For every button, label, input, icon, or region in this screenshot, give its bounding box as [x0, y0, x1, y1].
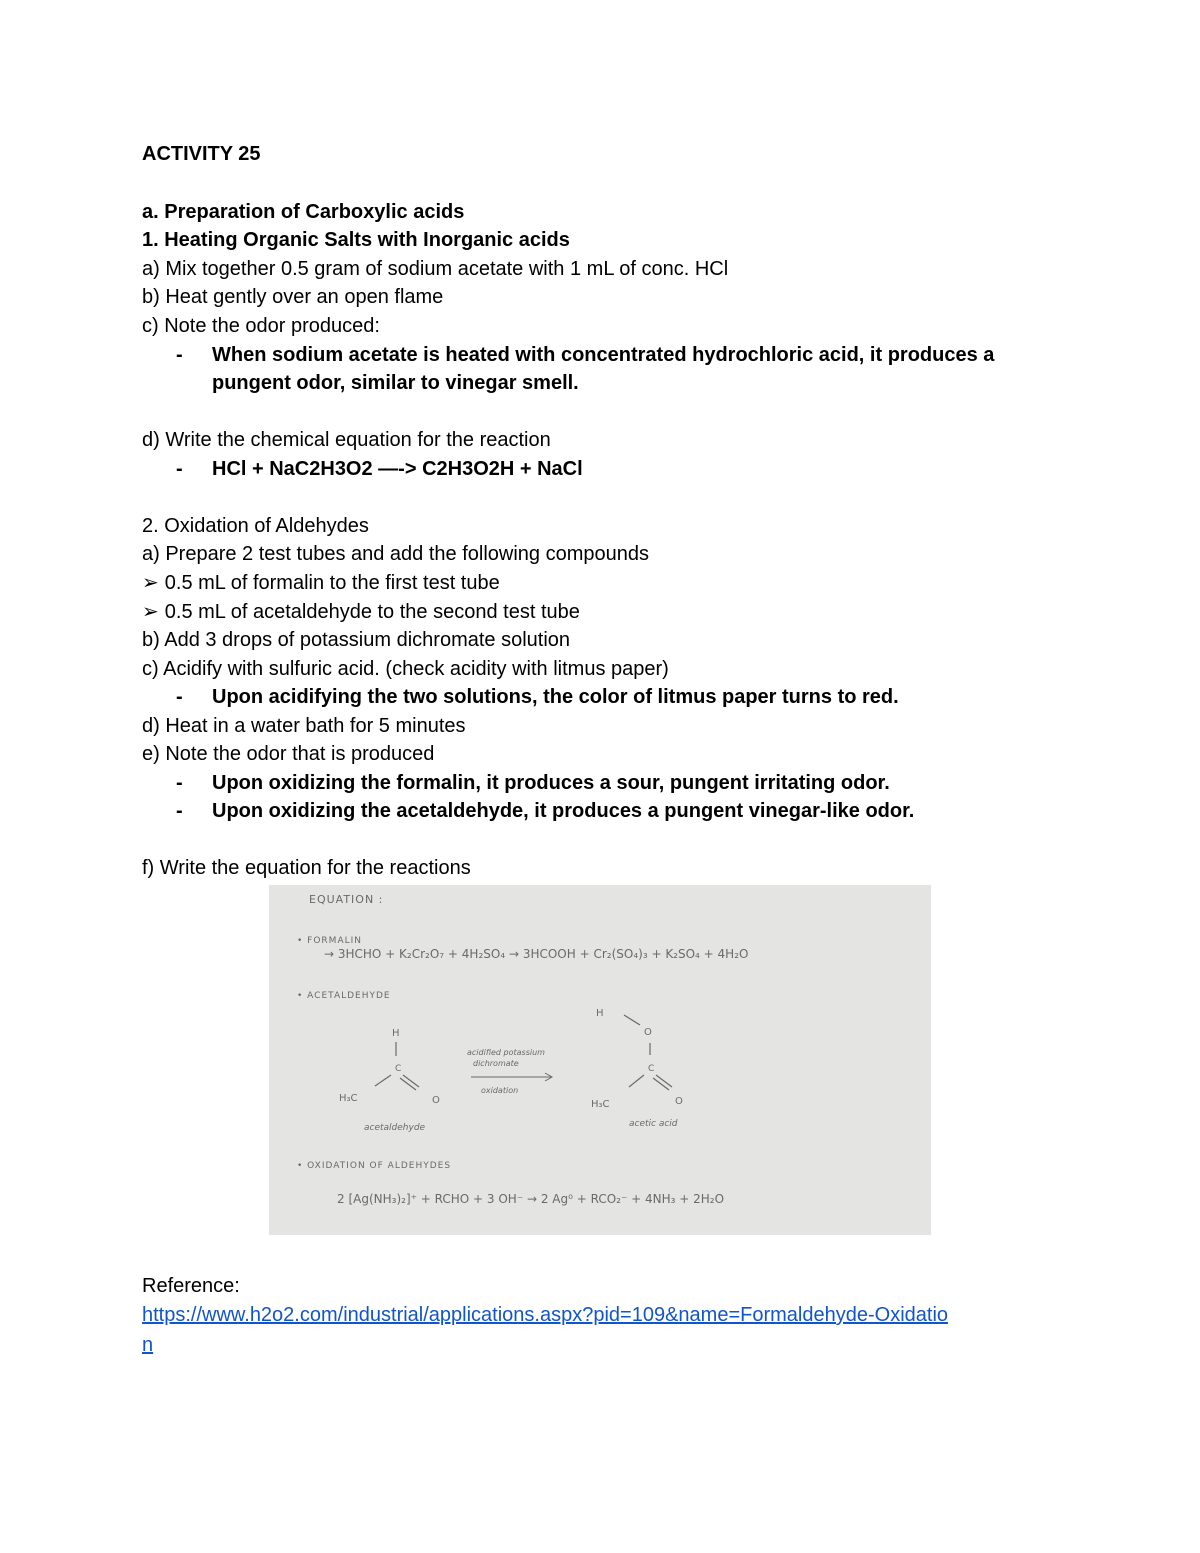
oxidation-of-aldehydes-label: • OXIDATION OF ALDEHYDES	[297, 1161, 452, 1171]
atom-o: O	[675, 1096, 683, 1107]
part2-step-e: e) Note the odor that is produced	[142, 743, 435, 765]
arrow-bullet-icon: ➢	[142, 572, 159, 594]
part2-step-c: c) Acidify with sulfuric acid. (check acidity with litmus paper)	[142, 658, 669, 680]
acetic-acid-name: acetic acid	[629, 1119, 678, 1129]
arrow-bullet-icon: ➢	[142, 601, 159, 623]
tollens-equation: 2 [Ag(NH₃)₂]⁺ + RCHO + 3 OH⁻ → 2 Ag⁰ + RCO₂⁻ + 4NH₃ + 2H₂O	[337, 1192, 725, 1206]
part2-step-f: f) Write the equation for the reactions	[142, 857, 471, 879]
group-h3c: H₃C	[591, 1099, 610, 1110]
part1-heading: 1. Heating Organic Salts with Inorganic acids	[142, 229, 570, 251]
atom-c: C	[395, 1064, 402, 1074]
part1-step-a: a) Mix together 0.5 gram of sodium acetate with 1 mL of conc. HCl	[142, 258, 729, 280]
answer-2c-text: Upon acidifying the two solutions, the color of litmus paper turns to red.	[212, 686, 899, 708]
formalin-equation: → 3HCHO + K₂Cr₂O₇ + 4H₂SO₄ → 3HCOOH + Cr₂(SO₄)₃ + K₂SO₄ + 4H₂O	[324, 947, 749, 961]
group-h3c: H₃C	[339, 1093, 358, 1104]
reference-link[interactable]: https://www.h2o2.com/industrial/applications.aspx?pid=109&name=Formaldehyde-Oxidatio	[142, 1304, 949, 1326]
atom-o: O	[644, 1027, 652, 1038]
bullet-dash: -	[176, 458, 183, 480]
bullet-dash: -	[176, 800, 183, 822]
answer-c-line1: When sodium acetate is heated with concentrated hydrochloric acid, it produces a	[212, 344, 995, 366]
bullet-dash: -	[176, 686, 183, 708]
handwritten-equation-photo	[269, 885, 931, 1235]
part1-step-d: d) Write the chemical equation for the reaction	[142, 429, 551, 451]
activity-title: ACTIVITY 25	[142, 143, 261, 165]
list-item-text: 0.5 mL of formalin to the first test tube	[164, 572, 500, 594]
list-item	[142, 569, 500, 597]
acetaldehyde-label: • ACETALDEHYDE	[297, 991, 391, 1001]
atom-c: C	[648, 1064, 655, 1074]
part2-step-b: b) Add 3 drops of potassium dichromate solution	[142, 629, 571, 651]
reference-link-line1[interactable]	[142, 1301, 948, 1329]
atom-h: H	[596, 1008, 604, 1019]
part1-step-c: c) Note the odor produced:	[142, 315, 380, 337]
reagent-line2: dichromate	[473, 1059, 519, 1068]
answer-d-equation: HCl + NaC2H3O2 —-> C2H3O2H + NaCl	[212, 458, 583, 480]
formalin-label: • FORMALIN	[297, 936, 363, 946]
bullet-dash: -	[176, 344, 183, 366]
part2-step-d: d) Heat in a water bath for 5 minutes	[142, 715, 466, 737]
answer-2e1-text: Upon oxidizing the formalin, it produces a sour, pungent irritating odor.	[212, 772, 890, 794]
atom-h: H	[392, 1028, 400, 1039]
part1-step-b: b) Heat gently over an open flame	[142, 286, 444, 308]
list-item	[142, 598, 580, 626]
part2-heading: 2. Oxidation of Aldehydes	[142, 515, 369, 537]
reference-link-line2[interactable]	[142, 1331, 153, 1359]
photo-heading: EQUATION :	[309, 893, 384, 906]
reference-link-continued[interactable]: n	[142, 1334, 154, 1356]
handwritten-equation-drawing	[269, 885, 931, 1235]
atom-o: O	[432, 1095, 440, 1106]
part2-step-a: a) Prepare 2 test tubes and add the following compounds	[142, 543, 649, 565]
answer-c-line2: pungent odor, similar to vinegar smell.	[212, 372, 579, 394]
oxidation-label: oxidation	[481, 1086, 519, 1095]
section-a-heading: a. Preparation of Carboxylic acids	[142, 201, 465, 223]
reagent-line1: acidified potassium	[467, 1048, 545, 1057]
acetaldehyde-name: acetaldehyde	[364, 1123, 426, 1133]
list-item-text: 0.5 mL of acetaldehyde to the second test tube	[164, 601, 580, 623]
reference-label: Reference:	[142, 1275, 240, 1297]
answer-2e2-text: Upon oxidizing the acetaldehyde, it produces a pungent vinegar-like odor.	[212, 800, 915, 822]
bullet-dash: -	[176, 772, 183, 794]
